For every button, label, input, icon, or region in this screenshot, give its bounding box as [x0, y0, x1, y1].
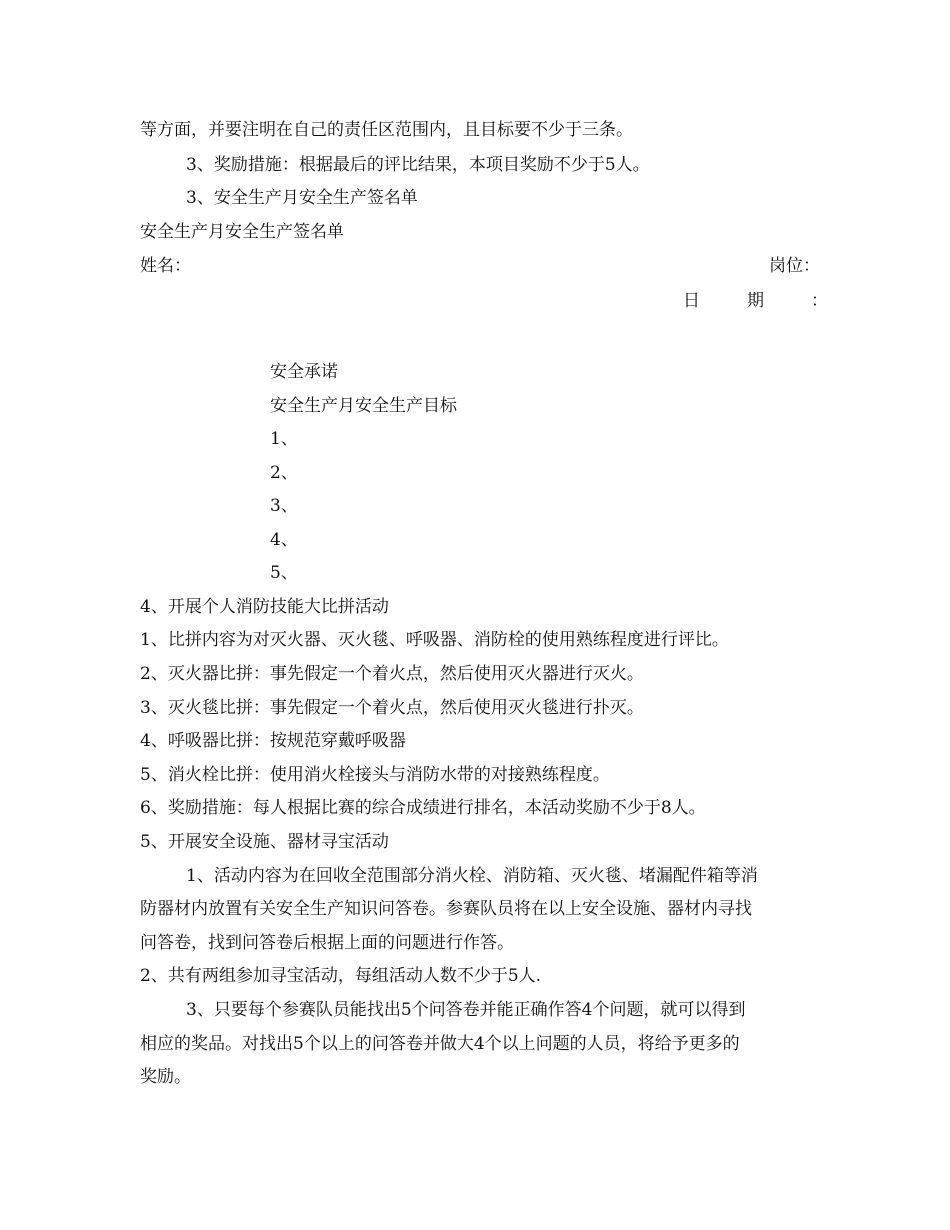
section-5-paragraph-line: 1、活动内容为在回收全范围部分消火栓、消防箱、灭火毯、堵漏配件箱等消	[186, 866, 758, 886]
section-4-item: 6、奖励措施：每人根据比赛的综合成绩进行排名，本活动奖励不少于8人。	[140, 798, 706, 818]
section-4-item: 4、呼吸器比拼：按规范穿戴呼吸器	[140, 731, 406, 751]
goal-item: 3、	[270, 496, 298, 516]
post-field-label: 岗位：	[769, 256, 820, 276]
section-4-item: 5、消火栓比拼：使用消火栓接头与消防水带的对接熟练程度。	[140, 765, 610, 785]
date-label-char-1: 日	[683, 291, 700, 311]
section-5-heading: 5、开展安全设施、器材寻宝活动	[140, 832, 389, 852]
name-field-label: 姓名：	[140, 256, 191, 276]
section-5-paragraph-line: 奖励。	[140, 1067, 191, 1087]
section-5-paragraph-line: 相应的奖品。对找出5个以上的问答卷并做大4个以上问题的人员，将给予更多的	[140, 1034, 740, 1054]
section-4-item: 2、灭火器比拼：事先假定一个着火点，然后使用灭火器进行灭火。	[140, 664, 644, 684]
section-5-paragraph-line: 问答卷，找到问答卷后根据上面的问题进行作答。	[140, 933, 514, 953]
goal-item: 4、	[270, 530, 298, 550]
section-heading: 3、安全生产月安全生产签名单	[186, 188, 418, 208]
section-4-heading: 4、开展个人消防技能大比拼活动	[140, 597, 389, 617]
goal-item: 2、	[270, 463, 298, 483]
section-5-item: 2、共有两组参加寻宝活动，每组活动人数不少于5人.	[140, 966, 542, 986]
section-4-item: 3、灭火毯比拼：事先假定一个着火点，然后使用灭火毯进行扑灭。	[140, 698, 644, 718]
section-5-paragraph-line: 3、只要每个参赛队员能找出5个问答卷并能正确作答4个问题，就可以得到	[186, 1000, 746, 1020]
date-label-colon: ：	[811, 291, 828, 311]
date-label-char-2: 期	[747, 291, 764, 311]
commitment-heading: 安全承诺	[270, 362, 338, 382]
section-4-item: 1、比拼内容为对灭火器、灭火毯、呼吸器、消防栓的使用熟练程度进行评比。	[140, 630, 729, 650]
reward-measure-text: 3、奖励措施：根据最后的评比结果，本项目奖励不少于5人。	[186, 155, 650, 175]
goal-heading: 安全生产月安全生产目标	[270, 396, 457, 416]
signature-list-title: 安全生产月安全生产签名单	[140, 222, 344, 242]
paragraph-text: 等方面，并要注明在自己的责任区范围内，且目标要不少于三条。	[140, 120, 633, 140]
goal-item: 5、	[270, 563, 298, 583]
goal-item: 1、	[270, 429, 298, 449]
section-5-paragraph-line: 防器材内放置有关安全生产知识问答卷。参赛队员将在以上安全设施、器材内寻找	[140, 899, 752, 919]
